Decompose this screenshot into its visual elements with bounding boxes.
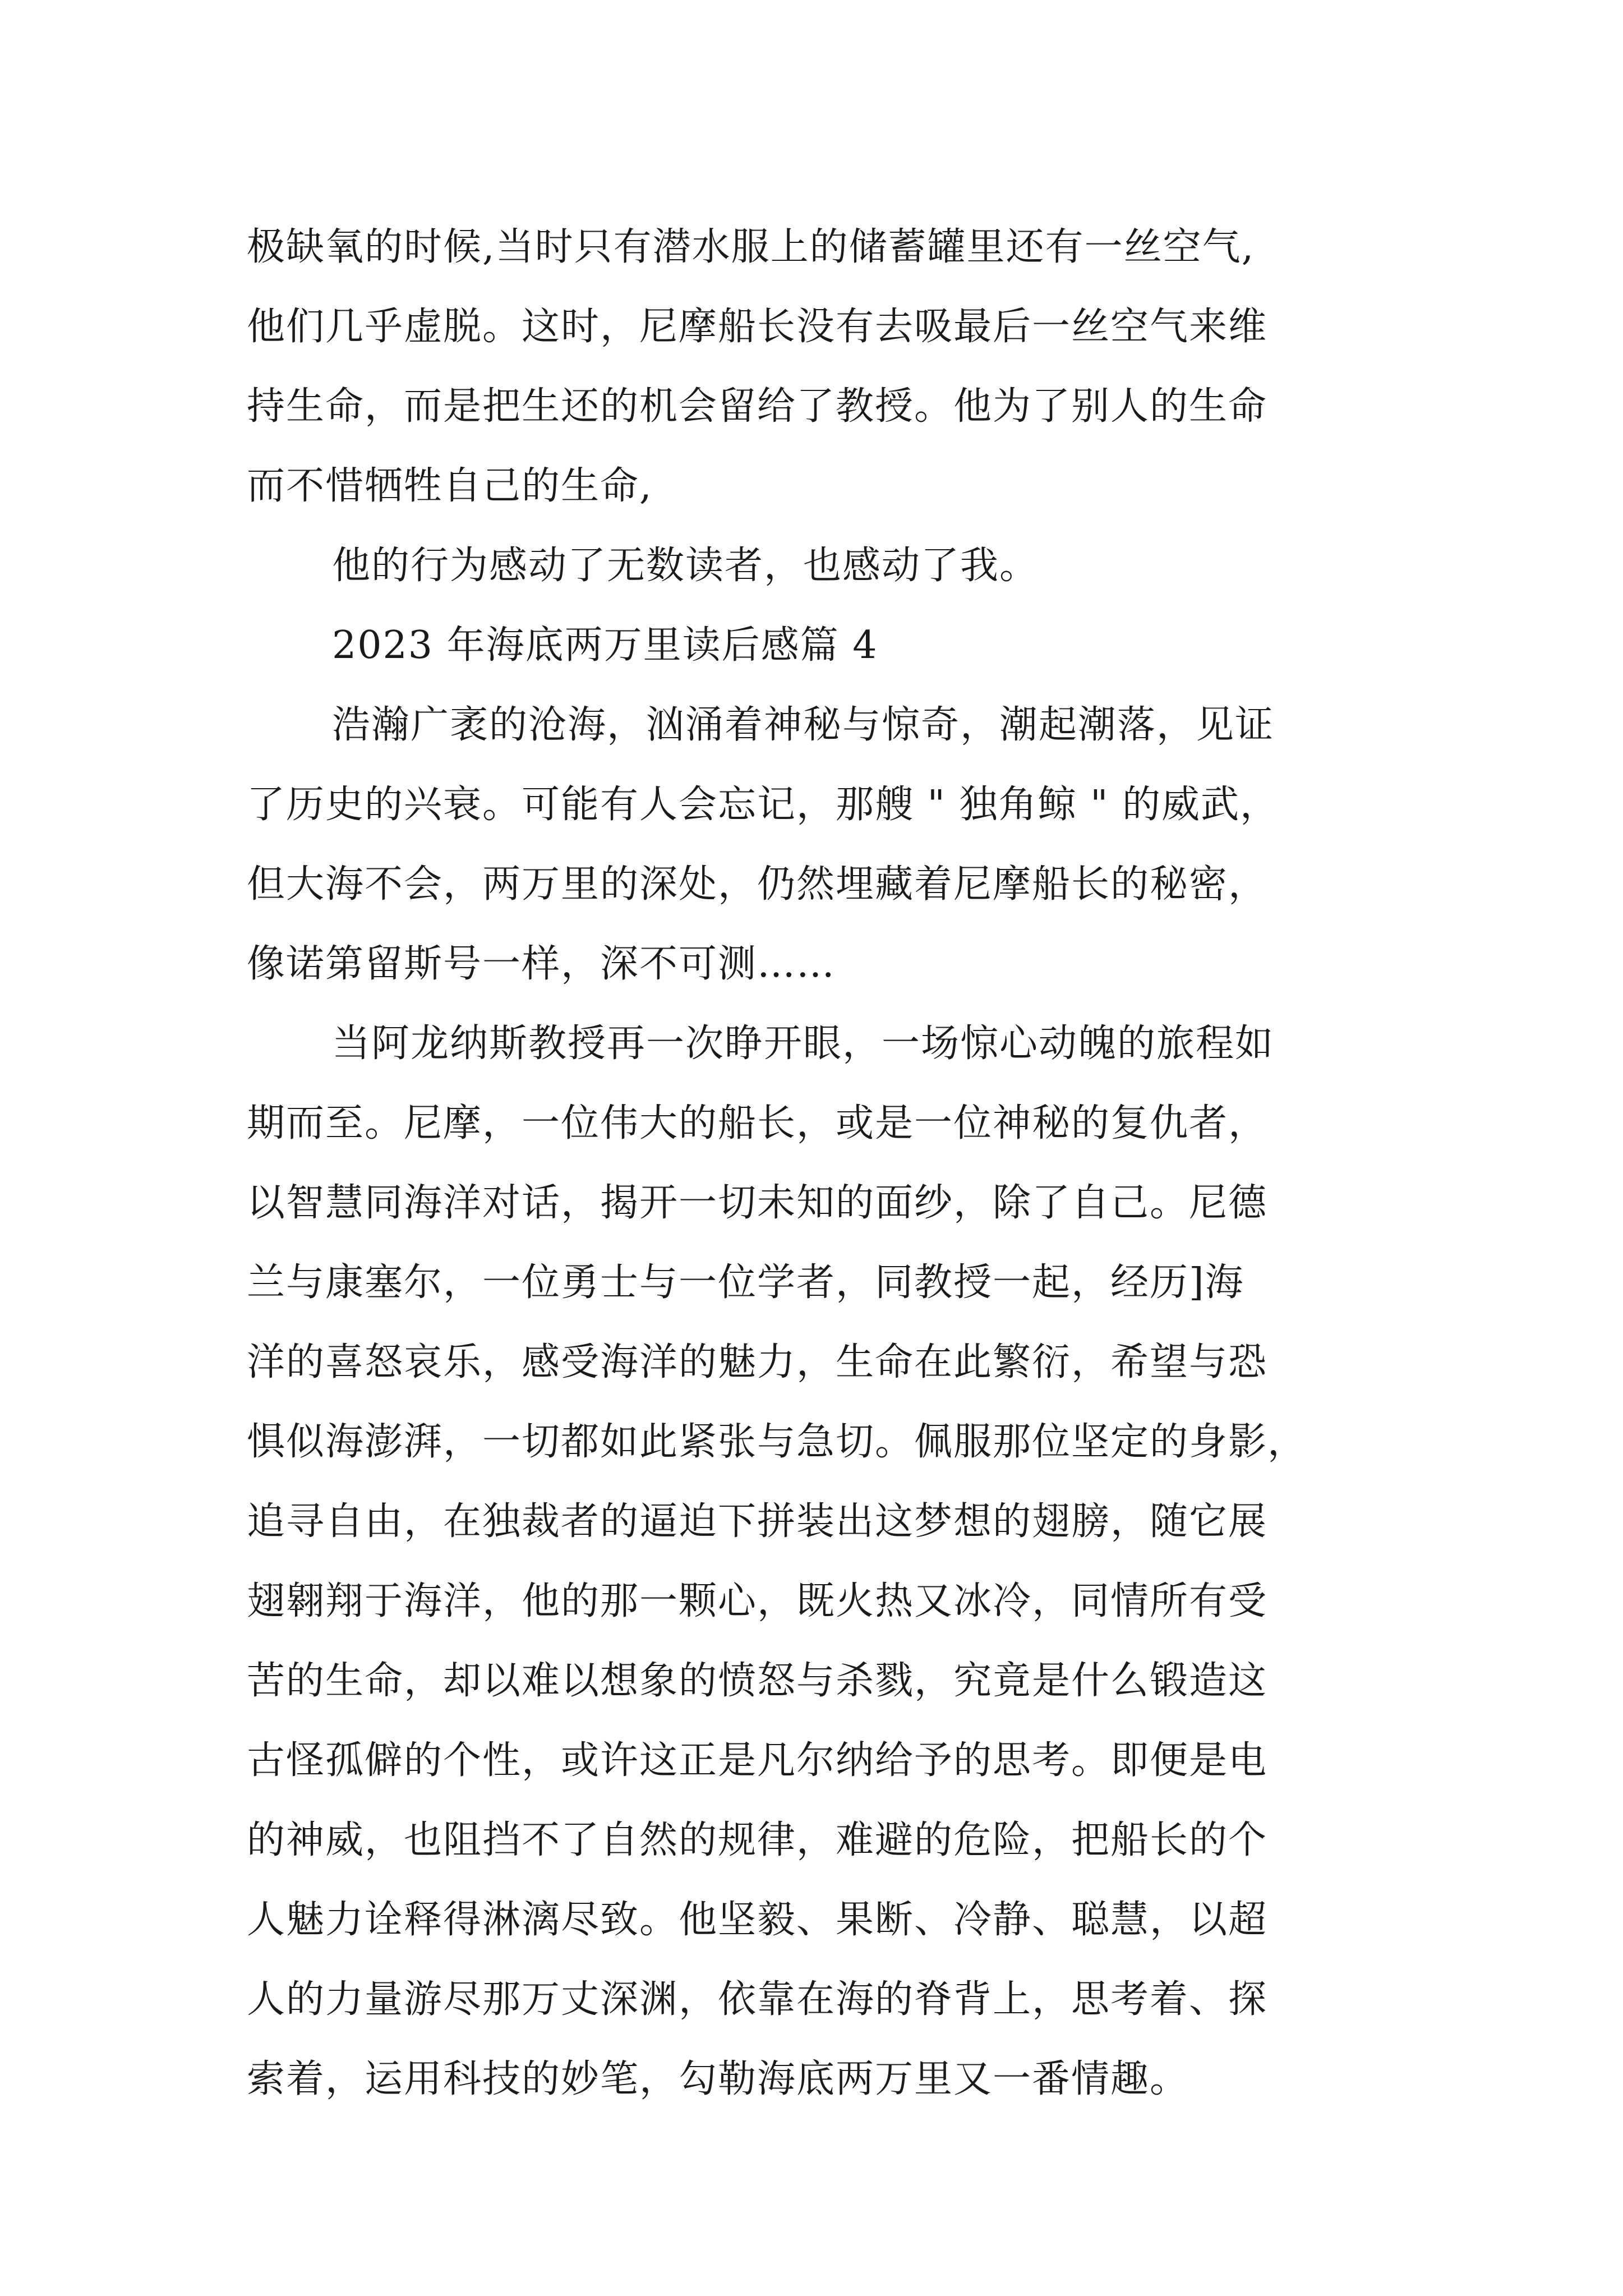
text-line: 索着，运用科技的妙笔，勾勒海底两万里又一番情趣。 (247, 2057, 1189, 2101)
text-line: 以智慧同海洋对话，揭开一切未知的面纱，除了自己。尼德 (247, 1181, 1268, 1225)
text-line: 期而至。尼摩，一位伟大的船长，或是一位神秘的复仇者， (247, 1101, 1268, 1145)
text-line: 而不惜牺牲自己的生命, (247, 464, 653, 508)
text-line: 了历史的兴衰。可能有人会忘记，那艘 " 独角鲸 " 的威武， (247, 783, 1280, 827)
text-line: 追寻自由，在独裁者的逼迫下拼装出这梦想的翅膀，随它展 (247, 1499, 1268, 1544)
text-line: 持生命，而是把生还的机会留给了教授。他为了别人的生命 (247, 384, 1268, 429)
text-line: 的神威，也阻挡不了自然的规律，难避的危险，把船长的个 (247, 1818, 1268, 1862)
section-heading: 2023 年海底两万里读后感篇 4 (332, 623, 878, 668)
text-line: 他们几乎虚脱。这时，尼摩船长没有去吸最后一丝空气来维 (247, 305, 1268, 349)
text-line: 像诺第留斯号一样，深不可测…… (247, 942, 836, 986)
body-text (247, 208, 1402, 2119)
text-line: 洋的喜怒哀乐，感受海洋的魅力，生命在此繁衍，希望与恐 (247, 1340, 1268, 1384)
text-line: 但大海不会，两万里的深处，仍然埋藏着尼摩船长的秘密， (247, 862, 1268, 907)
text-line: 惧似海澎湃，一切都如此紧张与急切。佩服那位坚定的身影， (247, 1420, 1307, 1464)
text-line: 古怪孤僻的个性，或许这正是凡尔纳给予的思考。即便是电 (247, 1738, 1268, 1783)
text-line: 苦的生命，却以难以想象的愤怒与杀戮，究竟是什么锻造这 (247, 1659, 1268, 1703)
text-line: 翅翱翔于海洋，他的那一颗心，既火热又冰冷，同情所有受 (247, 1579, 1268, 1623)
text-line: 人的力量游尽那万丈深渊，依靠在海的脊背上，思考着、探 (247, 1977, 1268, 2022)
text-line: 当阿龙纳斯教授再一次睁开眼，一场惊心动魄的旅程如 (332, 1022, 1275, 1066)
text-line: 他的行为感动了无数读者，也感动了我。 (332, 544, 1039, 588)
text-line: 人魅力诠释得淋漓尽致。他坚毅、果断、冷静、聪慧，以超 (247, 1898, 1268, 1942)
text-line: 兰与康塞尔，一位勇士与一位学者，同教授一起，经历]海 (247, 1260, 1244, 1305)
text-line: 浩瀚广袤的沧海，汹涌着神秘与惊奇，潮起潮落，见证 (332, 703, 1275, 747)
text-line: 极缺氧的时候,当时只有潜水服上的储蓄罐里还有一丝空气, (247, 225, 1255, 269)
